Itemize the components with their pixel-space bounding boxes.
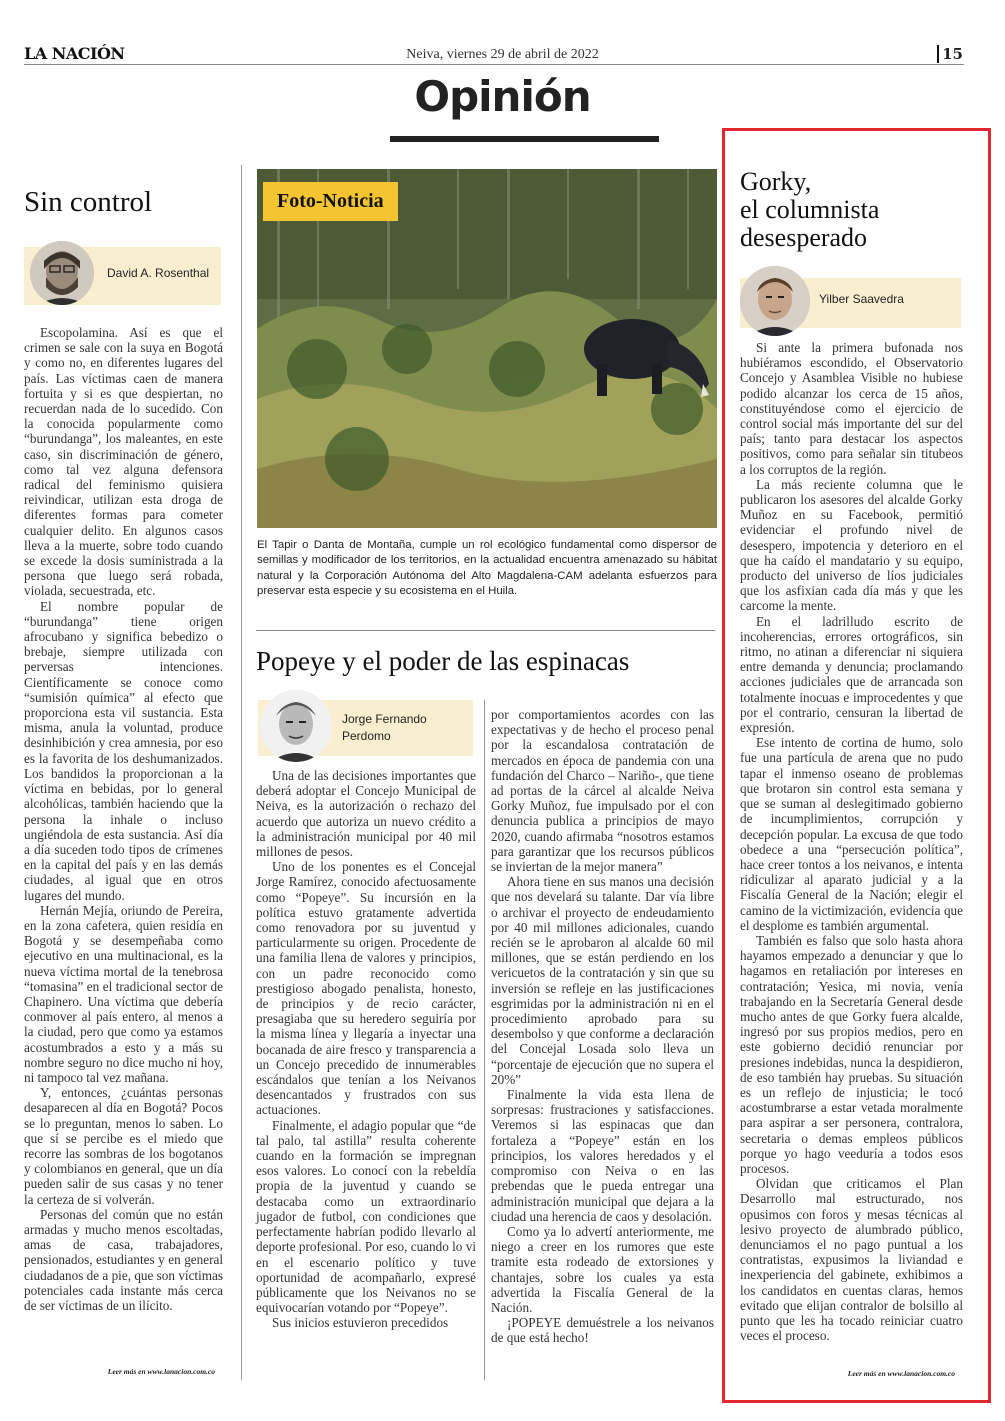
paragraph: En el ladrilludo escrito de incoherencias, errores ortográficos, sin ritmo, no atinan a diferenciar ni siquiera entre demanda y denuncia; proclamando acciones judiciales que de arrancada son totalmente inocuas e improcedentes y que por el contrario, censuran la libertad de expresión. bbox=[740, 613, 963, 736]
byline-box-rosenthal bbox=[24, 247, 221, 305]
byline-box-saavedra bbox=[740, 278, 961, 328]
article-body-popeye-left bbox=[256, 768, 476, 1380]
paragraph: Hernán Mejía, oriundo de Pereira, en la zona cafetera, quien residía en Bogotá y se desempeñaba como ejecutivo en una multinacional, es la nueva víctima mortal de la tenebrosa “tomasina” en el tradicional sector de Chapinero. Una víctima que debería conmover al país entero, al menos a la ciudad, pero que como ya estamos acostumbrados a esto y a más su nombre seguro no dice mucho ni hoy, ni tampoco tal vez mañana. bbox=[24, 902, 223, 1085]
author-name: David A. Rosenthal bbox=[107, 266, 210, 280]
paragraph: Uno de los ponentes es el Concejal Jorge Ramírez, conocido afectuosamente como “Popeye”. Su incursión en la política estuvo gratamente advertida como renovadora por su juventud y particularmente su origen. Procedente de una familia llena de valores y principios, con un padre reconocido como prestigioso abogado penalista, honesto, de principios y de recio carácter, presagiaba que su heredero seguiría por la misma línea y llegaría a inyectar una bocanada de aire fresco y transparencia a un Concejo precedido de innumerables escándalos que tenían a los Neivanos desencantados y frustrados con sus actuaciones. bbox=[256, 859, 476, 1118]
author-name bbox=[342, 711, 427, 745]
paragraph: Personas del común que no están armadas y mucho menos escoltadas, amas de casa, trabajadores, pensionados, estudiantes y en general ciudadanos de a pie, que son víctimas potenciales cada instante más cerca de ser víctimas de un ilícito. bbox=[24, 1206, 223, 1313]
paragraph: También es falso que solo hasta ahora hayamos empezado a denunciar y que lo hagamos en retaliación por intereses en contratación; Yesica, mi novia, venía trabajando en la Secretaría General desde mucho antes de que Gorky fuera alcalde, ingresó por sus propios medios, pero en este gobierno decidió renunciar por presiones indebidas, nunca la despidieron, de eso también hay pruebas. Su situación es un reflejo de injusticia; le tocó acostumbrarse a estar vetada moralmente para aspirar a ser personera, contralora, secretaria o demas empleos públicos porque yo hago veeduría a todos esos procesos. bbox=[740, 932, 963, 1176]
paragraph: Sus inicios estuvieron precedidos bbox=[272, 1315, 449, 1331]
section-divider bbox=[256, 630, 715, 631]
article-body-popeye-right bbox=[491, 707, 714, 1379]
headline-line: desesperado bbox=[740, 223, 868, 252]
author-name: Yilber Saavedra bbox=[819, 292, 904, 306]
column-divider-1 bbox=[241, 165, 242, 1380]
paragraph: Y, entonces, ¿cuántas personas desaparecen al día en Bogotá? Pocos se lo preguntan, menos lo saben. Lo que sí se percibe es el miedo que recorre las sombras de los bogotanos y colombianos en general, que un día pueden salir de sus casas y no tener la certeza de si volverán. bbox=[24, 1085, 223, 1207]
page-number-value: 15 bbox=[937, 45, 963, 63]
article-headline-gorky bbox=[740, 168, 879, 252]
article-body-gorky bbox=[740, 340, 963, 1364]
paragraph: ¡POPEYE demuéstrele a los neivanos de que está hecho! bbox=[491, 1315, 714, 1346]
read-more-link[interactable]: Leer más en www.lanacion.com.co bbox=[107, 1367, 215, 1376]
section-title-underline bbox=[390, 136, 659, 142]
read-more-link[interactable]: Leer más en www.lanacion.com.co bbox=[847, 1369, 955, 1378]
headline-line: el columnista bbox=[740, 195, 880, 224]
masthead-rule bbox=[24, 64, 964, 65]
section-title: Opinión bbox=[414, 72, 591, 121]
paragraph: La más reciente columna que le publicaron los asesores del alcalde Gorky Muñoz en su Facebook, permitió evidenciar el profundo nivel de desespero, impotencia y deterioro en el que ha caído el mandatario y su equipo, producto del universo de líos judiciales que los asfixian cada día más y que les carcome la mente. bbox=[740, 476, 963, 614]
paragraph: Olvidan que criticamos el Plan Desarrollo mal estructurado, nos opusimos con foros y mesas técnicas al lesivo proyecto de alumbrado público, denunciamos el no pago puntual a los contratistas, expusimos la liviandad e inexperiencia del gabinete, exhibimos a los candidatos en cuentas claras, hemos evitado que elijan contralor de bolsillo al punto que les ha tocado reiniciar cuatro veces el proceso. bbox=[740, 1176, 963, 1344]
paragraph: El nombre popular de “burundanga” tiene origen afrocubano y significa bebedizo o brebaje, siempre utilizada con perversas intenciones. Científicamente se conoce como “sumisión química” al efecto que proporciona esta vil sustancia. Esta misma, anula la voluntad, produce desinhibición y crea amnesia, por eso es la favorita de los deshumanizados. Los bandidos la proporcionan a la víctima en bebidas, por lo general alcohólicas, también haciendo que la persona la inhale o incluso ungiéndola de esta sustancia. Así día a día suceden todo tipos de crímenes en la capital del país y en las demás ciudades, al igual que en otros lugares del mundo. bbox=[24, 598, 223, 903]
paragraph: Ahora tiene en sus manos una decisión que nos develará su talante. Dar vía libre o archivar el proyecto de endeudamiento por 40 mil millones adicionales, cuando recién se le aprobaron al alcalde 60 mil millones, que se están perdiendo en los vericuetos de la contratación y sin que su inversión se refleje en las justificaciones esgrimidas por la administración ni en el procedimiento aprobado para su desembolso y que conforme a declaración del Concejal Losada solo lleva un “porcentaje de ejecución que no supera el 20%” bbox=[491, 874, 714, 1087]
paragraph: Una de las decisiones importantes que deberá adoptar el Concejo Municipal de Neiva, es la autorización o rechazo del acuerdo que autoriza un nuevo crédito a la administración municipal por 40 mil millones de pesos. bbox=[256, 768, 476, 860]
author-avatar bbox=[740, 266, 810, 336]
author-first-name: Jorge Fernando bbox=[342, 712, 427, 726]
paragraph: Escopolamina. Así es que el crimen se sale con la suya en Bogotá y como no, en diferentes lugares del país. Las víctimas caen de manera fortuita y si es que despiertan, no recuerdan nada de lo sucedido. Con la conocida popularmente como “burundanga”, los maleantes, en este caso, sin discriminación de género, como tal vez alguna defensora radical del feminismo quisiera reivindicar, utilizan esta droga de diferentes formas para cometer cualquier delito. En algunos casos lleva a la muerte, sobre todo cuando se excede la dosis suministrada a la persona que luego será robada, violada, secuestrada, etc. bbox=[24, 325, 223, 599]
headline-line: Gorky, bbox=[740, 167, 812, 196]
column-divider-2 bbox=[484, 700, 485, 1380]
author-avatar bbox=[260, 690, 332, 762]
newspaper-logo: LA NACIÓN bbox=[24, 44, 125, 63]
issue-date: Neiva, viernes 29 de abril de 2022 bbox=[406, 47, 599, 62]
paragraph: Finalmente la vida esta llena de sorpresas: frustraciones y satisfacciones. Veremos si las espinacas que dan fortaleza a “Popeye” están en los principios, los valores heredados y el compromiso con Neiva o en las prebendas que le pueda entregar una administración municipal que dejara a la ciudad una herencia de caos y desolación. bbox=[491, 1087, 714, 1224]
author-last-name: Perdomo bbox=[342, 729, 391, 743]
page-number bbox=[937, 45, 963, 63]
article-headline-sin-control: Sin control bbox=[24, 186, 153, 218]
article-body-sin-control bbox=[24, 325, 223, 1365]
paragraph: Si ante la primera bufonada nos hubiéramos escondido, el Observatorio Concejo y Asamblea Visible no hubiese podido alcanzar los cerca de 15 años, constituyéndose como el ejercicio de control social más importante del sur del país; tanto para destacar los aspectos positivos, como para señalar sin titubeos a los corruptos de la región. bbox=[740, 340, 963, 477]
paragraph: por comportamientos acordes con las expectativas y de hecho el proceso penal por la escandalosa contratación de mercados en época de pandemia con una fundación del Charco – Nariño-, que tiene ad portas de la cárcel al alcalde Neiva Gorky Muñoz, fue impulsado por el con denuncia publica a principios de mayo 2020, cuando afirmaba “nosotros estamos para garantizar que los recursos públicos se inviertan de la mejor manera” bbox=[491, 707, 714, 875]
photo-news-tag: Foto-Noticia bbox=[263, 182, 398, 221]
photo-caption: El Tapir o Danta de Montaña, cumple un rol ecológico fundamental como dispersor de semillas y modificador de los territorios, en la actualidad encuentra amenazado su hábitat natural y la Corporación Autónoma del Alto Magdalena-CAM adelanta esfuerzos para preservar esta especie y su ecosistema en el Huila. bbox=[257, 539, 717, 597]
photo-tapir bbox=[257, 169, 717, 528]
article-headline-popeye: Popeye y el poder de las espinacas bbox=[256, 646, 630, 676]
paragraph: Como ya lo advertí anteriormente, me niego a creer en los rumores que este tramite esta rodeado de extorsiones y chantajes, sobre los cuales ya esta advertida la Fiscalía General de la Nación. bbox=[491, 1223, 714, 1315]
author-avatar bbox=[30, 241, 94, 305]
byline-box-perdomo bbox=[258, 700, 473, 756]
paragraph: Finalmente, el adagio popular que “de tal palo, tal astilla” resulta coherente cuando en la formación se impregnan esos valores. Lo conocí con la rebeldía propia de la juventud y cuando se destacaba como un extraordinario jugador de futbol, con condiciones que perfectamente habrían podido llevarlo al deporte profesional. Por eso, cuando lo vi en el escenario político y tuve oportunidad de acompañarlo, expresé públicamente que los Neivanos no se equivocarían votando por “Popeye”. bbox=[256, 1117, 476, 1316]
paragraph: Ese intento de cortina de humo, solo fue una partícula de arena que no pudo tapar el inmenso oseano de problemas que brotaron sin control esta semana y que se suman al deslegitimado gobierno de incumplimientos, corrupción y decepción popular. La excusa de que todo obedece a una “persecución política”, hace creer tontos a los neivanos, e intenta ridiculizar al aparato judicial y a la Fiscalía General de la Nación; elegir el camino de la victimización, evidencia que el desplome es también argumental. bbox=[740, 735, 963, 933]
